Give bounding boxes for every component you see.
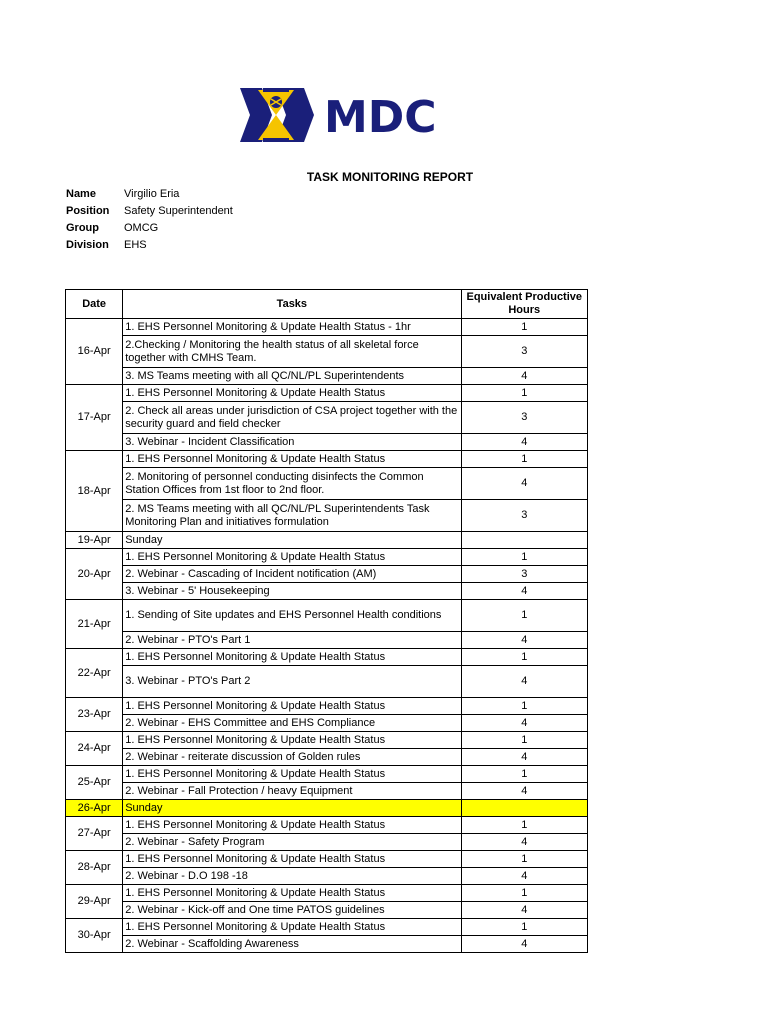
table-row (66, 851, 588, 868)
hours-cell: 3 (461, 402, 588, 434)
table-row (66, 919, 588, 936)
hours-cell: 4 (461, 666, 588, 698)
hours-cell: 1 (461, 698, 588, 715)
info-row (66, 220, 233, 237)
task-cell: 1. EHS Personnel Monitoring & Update Health Status (123, 919, 461, 936)
date-cell: 21-Apr (66, 600, 123, 649)
hours-cell: 4 (461, 715, 588, 732)
task-cell: 2. Webinar - Scaffolding Awareness (123, 936, 461, 953)
table-row (66, 451, 588, 468)
info-value: OMCG (124, 222, 159, 234)
table-row (66, 834, 588, 851)
task-cell: 1. EHS Personnel Monitoring & Update Health Status (123, 732, 461, 749)
task-cell: 3. MS Teams meeting with all QC/NL/PL Superintendents (123, 368, 461, 385)
hours-cell: 3 (461, 500, 588, 532)
date-cell: 24-Apr (66, 732, 123, 766)
table-row (66, 500, 588, 532)
task-cell: 2. Check all areas under jurisdiction of CSA project together with the security guard and field checker (123, 402, 461, 434)
date-cell: 25-Apr (66, 766, 123, 800)
table-row (66, 402, 588, 434)
hours-cell: 1 (461, 919, 588, 936)
hours-cell: 1 (461, 766, 588, 783)
employee-info (66, 186, 233, 254)
table-row (66, 868, 588, 885)
task-cell: 2. Webinar - PTO's Part 1 (123, 632, 461, 649)
date-cell: 29-Apr (66, 885, 123, 919)
hours-cell: 4 (461, 868, 588, 885)
hours-cell (461, 532, 588, 549)
info-label: Position (66, 205, 110, 217)
info-value: Safety Superintendent (124, 205, 233, 217)
task-cell: 1. EHS Personnel Monitoring & Update Health Status (123, 885, 461, 902)
task-cell: 1. EHS Personnel Monitoring & Update Health Status (123, 698, 461, 715)
info-label: Group (66, 222, 99, 234)
task-cell: Sunday (123, 532, 461, 549)
hours-cell: 1 (461, 549, 588, 566)
info-label: Division (66, 239, 109, 251)
table-row (66, 600, 588, 632)
table-row (66, 902, 588, 919)
hours-cell: 1 (461, 732, 588, 749)
date-cell: 30-Apr (66, 919, 123, 953)
table-row (66, 783, 588, 800)
hours-cell: 1 (461, 817, 588, 834)
task-cell: 1. Sending of Site updates and EHS Personnel Health conditions (123, 600, 461, 632)
table-row (66, 319, 588, 336)
task-cell: 2. Monitoring of personnel conducting disinfects the Common Station Offices from 1st floor to 2nd floor. (123, 468, 461, 500)
info-value: Virgilio Eria (124, 188, 180, 200)
date-cell: 26-Apr (66, 800, 123, 817)
task-cell: 2. Webinar - Kick-off and One time PATOS guidelines (123, 902, 461, 919)
date-cell: 19-Apr (66, 532, 123, 549)
date-cell: 22-Apr (66, 649, 123, 698)
column-header-hours: Equivalent Productive Hours (461, 290, 588, 319)
table-row (66, 732, 588, 749)
date-cell: 18-Apr (66, 451, 123, 532)
task-cell: 2. Webinar - D.O 198 -18 (123, 868, 461, 885)
hours-cell: 1 (461, 649, 588, 666)
task-cell: 2. Webinar - reiterate discussion of Golden rules (123, 749, 461, 766)
table-row (66, 800, 588, 817)
table-row (66, 532, 588, 549)
hours-cell: 4 (461, 834, 588, 851)
task-cell: 1. EHS Personnel Monitoring & Update Health Status (123, 451, 461, 468)
task-cell: 2. Webinar - Cascading of Incident notification (AM) (123, 566, 461, 583)
hours-cell (461, 800, 588, 817)
hours-cell: 4 (461, 632, 588, 649)
date-cell: 23-Apr (66, 698, 123, 732)
table-row (66, 434, 588, 451)
task-cell: 2. Webinar - EHS Committee and EHS Compliance (123, 715, 461, 732)
date-cell: 28-Apr (66, 851, 123, 885)
column-header-date: Date (66, 290, 123, 319)
task-cell: 3. Webinar - Incident Classification (123, 434, 461, 451)
mdc-logo (238, 82, 472, 148)
task-cell: 1. EHS Personnel Monitoring & Update Health Status - 1hr (123, 319, 461, 336)
table-row (66, 749, 588, 766)
hours-cell: 3 (461, 566, 588, 583)
table-row (66, 698, 588, 715)
table-row (66, 936, 588, 953)
hours-cell: 1 (461, 885, 588, 902)
task-cell: 2. Webinar - Safety Program (123, 834, 461, 851)
table-row (66, 817, 588, 834)
table-row (66, 468, 588, 500)
hours-cell: 1 (461, 385, 588, 402)
hours-cell: 1 (461, 600, 588, 632)
date-cell: 27-Apr (66, 817, 123, 851)
hours-cell: 3 (461, 336, 588, 368)
table-row (66, 583, 588, 600)
date-cell: 17-Apr (66, 385, 123, 451)
task-cell: 3. Webinar - 5' Housekeeping (123, 583, 461, 600)
hours-cell: 1 (461, 851, 588, 868)
info-value: EHS (124, 239, 147, 251)
info-row (66, 237, 233, 254)
task-table (65, 289, 588, 953)
task-cell: 2. Webinar - Fall Protection / heavy Equipment (123, 783, 461, 800)
info-row (66, 203, 233, 220)
table-row (66, 885, 588, 902)
task-cell: 1. EHS Personnel Monitoring & Update Health Status (123, 851, 461, 868)
table-row (66, 368, 588, 385)
table-row (66, 336, 588, 368)
table-row (66, 549, 588, 566)
hours-cell: 4 (461, 936, 588, 953)
info-row (66, 186, 233, 203)
hours-cell: 1 (461, 451, 588, 468)
logo-wordmark: MDC (324, 92, 437, 143)
hours-cell: 4 (461, 434, 588, 451)
date-cell: 20-Apr (66, 549, 123, 600)
task-cell: 1. EHS Personnel Monitoring & Update Health Status (123, 766, 461, 783)
table-row (66, 666, 588, 698)
table-header-row (66, 290, 588, 319)
report-title: TASK MONITORING REPORT (306, 170, 474, 184)
table-row (66, 632, 588, 649)
hours-cell: 4 (461, 468, 588, 500)
task-cell: 3. Webinar - PTO's Part 2 (123, 666, 461, 698)
table-row (66, 566, 588, 583)
hours-cell: 4 (461, 583, 588, 600)
info-label: Name (66, 188, 96, 200)
hours-cell: 4 (461, 902, 588, 919)
table-row (66, 715, 588, 732)
task-cell: 1. EHS Personnel Monitoring & Update Health Status (123, 817, 461, 834)
task-cell: 2.Checking / Monitoring the health status of all skeletal force together with CMHS Team. (123, 336, 461, 368)
task-cell: 1. EHS Personnel Monitoring & Update Health Status (123, 385, 461, 402)
hours-cell: 1 (461, 319, 588, 336)
hours-cell: 4 (461, 749, 588, 766)
column-header-tasks: Tasks (123, 290, 461, 319)
table-row (66, 385, 588, 402)
task-cell: Sunday (123, 800, 461, 817)
table-row (66, 649, 588, 666)
date-cell: 16-Apr (66, 319, 123, 385)
table-row (66, 766, 588, 783)
task-cell: 2. MS Teams meeting with all QC/NL/PL Superintendents Task Monitoring Plan and initiatives formulation (123, 500, 461, 532)
task-cell: 1. EHS Personnel Monitoring & Update Health Status (123, 549, 461, 566)
task-cell: 1. EHS Personnel Monitoring & Update Health Status (123, 649, 461, 666)
hours-cell: 4 (461, 368, 588, 385)
hours-cell: 4 (461, 783, 588, 800)
